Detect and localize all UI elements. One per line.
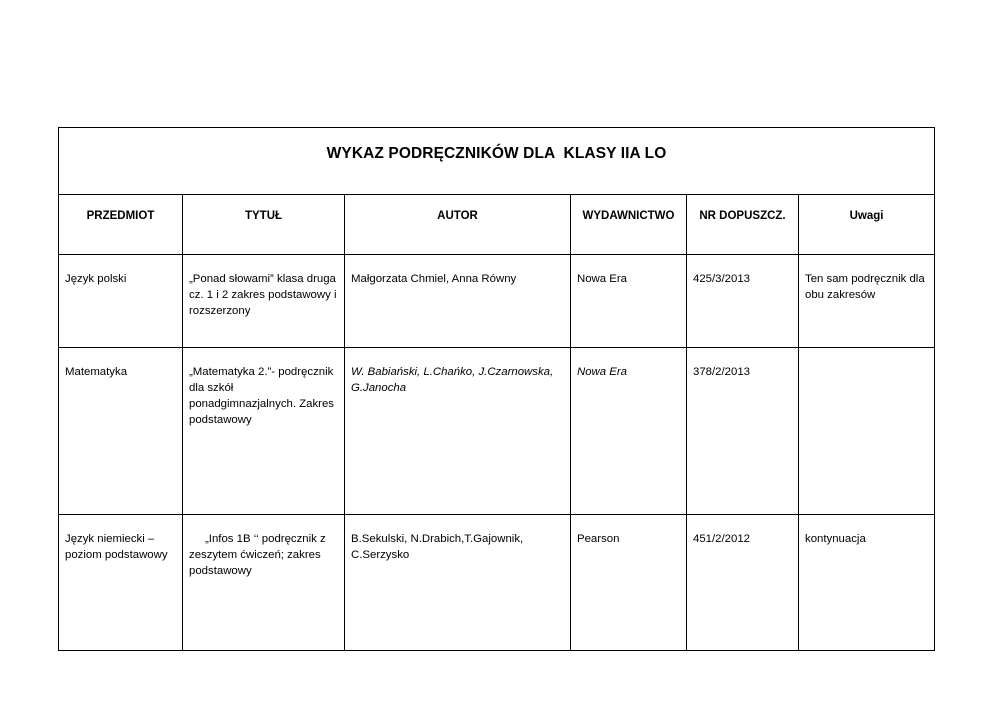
header-publisher: WYDAWNICTWO bbox=[571, 195, 687, 255]
document-title: WYKAZ PODRĘCZNIKÓW DLA KLASY IIA LO bbox=[326, 145, 667, 162]
textbook-list-table bbox=[58, 127, 935, 651]
table-row bbox=[59, 255, 935, 348]
cell-notes bbox=[799, 348, 935, 515]
cell-publisher: Nowa Era bbox=[571, 348, 687, 515]
header-subject: PRZEDMIOT bbox=[59, 195, 183, 255]
cell-title: „Infos 1B ‘‘ podręcznik z zeszytem ćwiczeń; zakres podstawowy bbox=[183, 515, 345, 651]
cell-notes: kontynuacja bbox=[799, 515, 935, 651]
table-header-row bbox=[59, 195, 935, 255]
header-approval-number: NR DOPUSZCZ. bbox=[687, 195, 799, 255]
cell-publisher: Nowa Era bbox=[571, 255, 687, 348]
cell-approval-number: 378/2/2013 bbox=[687, 348, 799, 515]
cell-approval-number: 451/2/2012 bbox=[687, 515, 799, 651]
cell-author: W. Babiański, L.Chańko, J.Czarnowska, G.Janocha bbox=[345, 348, 571, 515]
table-title-row bbox=[59, 128, 935, 195]
table-title-cell bbox=[59, 128, 935, 195]
cell-approval-number: 425/3/2013 bbox=[687, 255, 799, 348]
cell-subject: Język niemiecki – poziom podstawowy bbox=[59, 515, 183, 651]
cell-title: „Matematyka 2.”- podręcznik dla szkół ponadgimnazjalnych. Zakres podstawowy bbox=[183, 348, 345, 515]
cell-author: Małgorzata Chmiel, Anna Równy bbox=[345, 255, 571, 348]
header-title: TYTUŁ bbox=[183, 195, 345, 255]
table-row bbox=[59, 348, 935, 515]
cell-publisher: Pearson bbox=[571, 515, 687, 651]
cell-subject: Język polski bbox=[59, 255, 183, 348]
header-notes: Uwagi bbox=[799, 195, 935, 255]
table-row bbox=[59, 515, 935, 651]
cell-title: „Ponad słowami” klasa druga cz. 1 i 2 zakres podstawowy i rozszerzony bbox=[183, 255, 345, 348]
cell-notes: Ten sam podręcznik dla obu zakresów bbox=[799, 255, 935, 348]
cell-subject: Matematyka bbox=[59, 348, 183, 515]
header-author: AUTOR bbox=[345, 195, 571, 255]
cell-author: B.Sekulski, N.Drabich,T.Gajownik, C.Serzysko bbox=[345, 515, 571, 651]
